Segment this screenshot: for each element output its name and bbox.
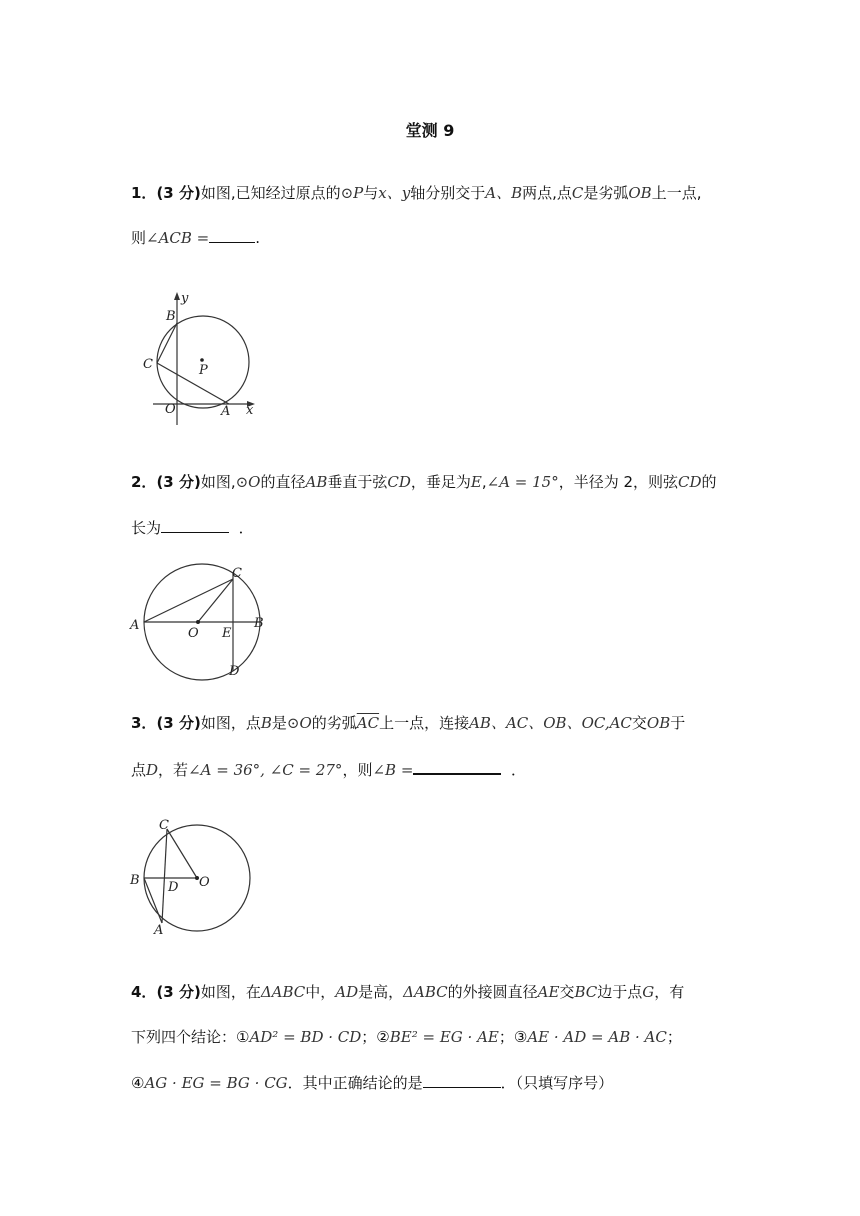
q1-circle-p: ⊙P — [340, 184, 364, 202]
q1-text: 则 — [131, 229, 147, 247]
q4-height-ad: AD — [335, 983, 359, 1001]
page-title: 堂测 9 — [405, 121, 455, 140]
q4-score: (3 分) — [156, 983, 201, 1001]
q4-text: 下列四个结论：① — [131, 1028, 250, 1046]
q1-text: 是劣弧 — [583, 184, 629, 202]
q3-text: 是 — [271, 714, 287, 732]
q3-point-b: B — [260, 714, 272, 732]
q3-given-angles: ∠A = 36°, ∠C = 27° — [188, 761, 343, 779]
q4-triangle: ΔABC — [260, 983, 306, 1001]
q1-figure — [135, 290, 270, 430]
q3-fig-label-o: O — [199, 875, 210, 890]
q2-angle-a: ∠A = 15° — [486, 473, 559, 491]
q3-figure — [127, 815, 257, 940]
q4-text: 如图，在 — [200, 983, 261, 1001]
q1-fig-label-b: B — [166, 309, 176, 324]
q1-text: 如图,已知经过原点的 — [200, 184, 341, 202]
q2-line-1 — [131, 472, 731, 492]
q2-text: 如图, — [200, 473, 236, 491]
q3-circle-o: ⊙O — [286, 714, 312, 732]
q1-fig-label-p: P — [199, 363, 208, 378]
q4-text: 的外接圆直径 — [447, 983, 538, 1001]
q4-side-bc: BC — [574, 983, 598, 1001]
q2-diameter-ab: AB — [305, 473, 328, 491]
q4-text: ．（只填写序号） — [500, 1074, 614, 1092]
q4-text: 中， — [305, 983, 336, 1001]
q3-fig-label-b: B — [130, 873, 140, 888]
q4-triangle: ΔABC — [403, 983, 448, 1001]
q2-fig-label-b: B — [254, 616, 264, 631]
q1-text: 两点,点 — [522, 184, 572, 202]
q3-segment-ac: AC — [609, 714, 632, 732]
q3-angle-b: ∠B = — [372, 761, 414, 779]
q1-text: 上一点, — [651, 184, 702, 202]
q3-segments: AB、AC、OB、OC, — [469, 714, 610, 732]
q1-points-ab: A、B — [485, 184, 523, 202]
q2-text: 长为 — [131, 519, 162, 537]
q2-figure — [126, 563, 271, 683]
q2-answer-blank[interactable] — [161, 518, 229, 533]
q1-score: (3 分) — [156, 184, 201, 202]
q2-point-e: E — [470, 473, 482, 491]
q2-text: ，垂足为 — [410, 473, 471, 491]
q2-text: 的 — [701, 473, 717, 491]
q2-chord-cd: CD — [678, 473, 702, 491]
q1-fig-label-a: A — [221, 404, 231, 419]
q4-text: 是高， — [358, 983, 404, 1001]
q4-point-g: G — [642, 983, 655, 1001]
q4-diameter-ae: AE — [537, 983, 560, 1001]
q1-answer-blank[interactable] — [209, 228, 255, 243]
q1-fig-label-o: O — [165, 402, 176, 417]
q3-arc-ac: $\overline{AC}$ — [356, 714, 380, 732]
q1-angle-acb: ∠ACB = — [146, 229, 210, 247]
q3-text: 于 — [670, 714, 686, 732]
q2-text: 的直径 — [260, 473, 306, 491]
q3-text: ，若 — [158, 761, 189, 779]
q4-conclusion-4: AG · EG = BG · CG — [144, 1074, 288, 1092]
q4-text: 交 — [559, 983, 575, 1001]
q3-fig-label-a: A — [154, 923, 164, 938]
q4-line-1 — [131, 982, 731, 1002]
q3-fig-label-c: C — [159, 818, 169, 833]
q2-text: 垂直于弦 — [327, 473, 388, 491]
q1-text: . — [255, 229, 261, 247]
q3-score: (3 分) — [156, 714, 201, 732]
q4-text: ；③ — [498, 1028, 528, 1046]
q4-line-2 — [131, 1027, 731, 1047]
q2-chord-cd: CD — [387, 473, 411, 491]
q4-line-3 — [131, 1073, 731, 1093]
q1-fig-label-x: x — [246, 403, 254, 418]
q4-conclusion-2: BE² = EG · AE — [389, 1028, 499, 1046]
q2-circle-o: ⊙O — [235, 473, 261, 491]
q3-text: ，则 — [342, 761, 373, 779]
q4-text: 边于点 — [597, 983, 643, 1001]
q1-point-c: C — [571, 184, 584, 202]
q3-number: 3． — [131, 714, 157, 732]
q2-number: 2． — [131, 473, 157, 491]
q2-fig-label-o: O — [188, 626, 199, 641]
q4-text: ；② — [361, 1028, 390, 1046]
q2-fig-label-a: A — [130, 618, 140, 633]
q4-number: 4． — [131, 983, 157, 1001]
q1-text: 轴分别交于 — [410, 184, 486, 202]
q2-fig-label-e: E — [222, 626, 232, 641]
q2-text: ． — [238, 519, 254, 537]
q3-text: ． — [510, 761, 526, 779]
q2-text: ，半径为 2，则弦 — [558, 473, 679, 491]
q1-arc-ob: OB — [628, 184, 652, 202]
q1-line-2 — [131, 228, 731, 248]
q3-fig-label-d: D — [168, 880, 179, 895]
q3-text: 上一点，连接 — [379, 714, 470, 732]
q3-text: 点 — [131, 761, 147, 779]
q1-fig-label-y: y — [181, 291, 189, 306]
q4-text: ．其中正确结论的是 — [287, 1074, 423, 1092]
q3-text: 如图，点 — [200, 714, 261, 732]
q2-fig-label-c: C — [232, 566, 242, 581]
q1-axes: x、y — [378, 184, 411, 202]
q1-number: 1． — [131, 184, 157, 202]
q4-text: ④ — [131, 1074, 145, 1092]
q4-answer-blank[interactable] — [423, 1073, 501, 1088]
q3-answer-blank[interactable] — [413, 759, 501, 775]
q1-fig-label-c: C — [143, 357, 153, 372]
q4-conclusion-1: AD² = BD · CD — [249, 1028, 362, 1046]
q3-point-d: D — [146, 761, 159, 779]
q3-line-1 — [131, 713, 731, 733]
q1-text: 与 — [363, 184, 379, 202]
q3-line-2 — [131, 759, 731, 780]
q2-text: , — [481, 473, 487, 491]
q4-text: ； — [666, 1028, 682, 1046]
q4-text: ，有 — [654, 983, 685, 1001]
q2-score: (3 分) — [156, 473, 201, 491]
q2-fig-label-d: D — [229, 664, 240, 679]
q4-conclusion-3: AE · AD = AB · AC — [527, 1028, 667, 1046]
q1-line-1 — [131, 183, 731, 203]
q2-line-2 — [131, 518, 731, 538]
q3-text: 交 — [631, 714, 647, 732]
q3-segment-ob: OB — [646, 714, 671, 732]
q3-text: 的劣弧 — [311, 714, 357, 732]
